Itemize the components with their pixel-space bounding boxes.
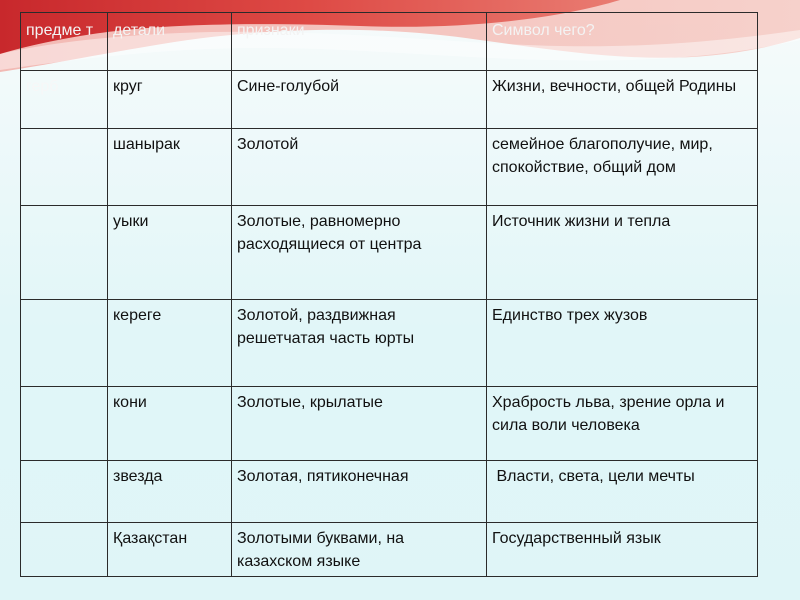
table-row xyxy=(21,71,758,129)
cell-feature: Золотой, раздвижная решетчатая часть юрты xyxy=(232,300,487,387)
cell-symbol: Единство трех жузов xyxy=(487,300,758,387)
symbols-table xyxy=(20,12,758,577)
header-cell-item: предме т xyxy=(21,13,108,71)
cell-feature: Золотыми буквами, на казахском языке xyxy=(232,523,487,577)
cell-detail: Қазақстан xyxy=(108,523,232,577)
cell-item xyxy=(21,387,108,461)
cell-feature: Золотой xyxy=(232,129,487,206)
cell-feature: Сине-голубой xyxy=(232,71,487,129)
cell-symbol: Государственный язык xyxy=(487,523,758,577)
cell-detail: звезда xyxy=(108,461,232,523)
cell-feature: Золотая, пятиконечная xyxy=(232,461,487,523)
cell-item xyxy=(21,129,108,206)
table-row xyxy=(21,523,758,577)
header-cell-details: детали xyxy=(108,13,232,71)
table-row xyxy=(21,129,758,206)
cell-detail: круг xyxy=(108,71,232,129)
cell-detail: шанырак xyxy=(108,129,232,206)
header-cell-features: признаки xyxy=(232,13,487,71)
cell-item xyxy=(21,461,108,523)
table-row xyxy=(21,206,758,300)
cell-item xyxy=(21,300,108,387)
cell-detail: уыки xyxy=(108,206,232,300)
cell-symbol: Храбрость льва, зрение орла и сила воли человека xyxy=(487,387,758,461)
table-row xyxy=(21,387,758,461)
cell-detail: кереге xyxy=(108,300,232,387)
header-cell-symbol: Символ чего? xyxy=(487,13,758,71)
cell-item xyxy=(21,523,108,577)
table-header-row xyxy=(21,13,758,71)
cell-symbol: Жизни, вечности, общей Родины xyxy=(487,71,758,129)
cell-item: герб xyxy=(21,71,108,129)
cell-feature: Золотые, равномерно расходящиеся от центра xyxy=(232,206,487,300)
table-row xyxy=(21,461,758,523)
table-row xyxy=(21,300,758,387)
cell-item xyxy=(21,206,108,300)
cell-symbol: Источник жизни и тепла xyxy=(487,206,758,300)
cell-detail: кони xyxy=(108,387,232,461)
cell-symbol: Власти, света, цели мечты xyxy=(487,461,758,523)
cell-symbol: семейное благополучие, мир, спокойствие, общий дом xyxy=(487,129,758,206)
cell-feature: Золотые, крылатые xyxy=(232,387,487,461)
